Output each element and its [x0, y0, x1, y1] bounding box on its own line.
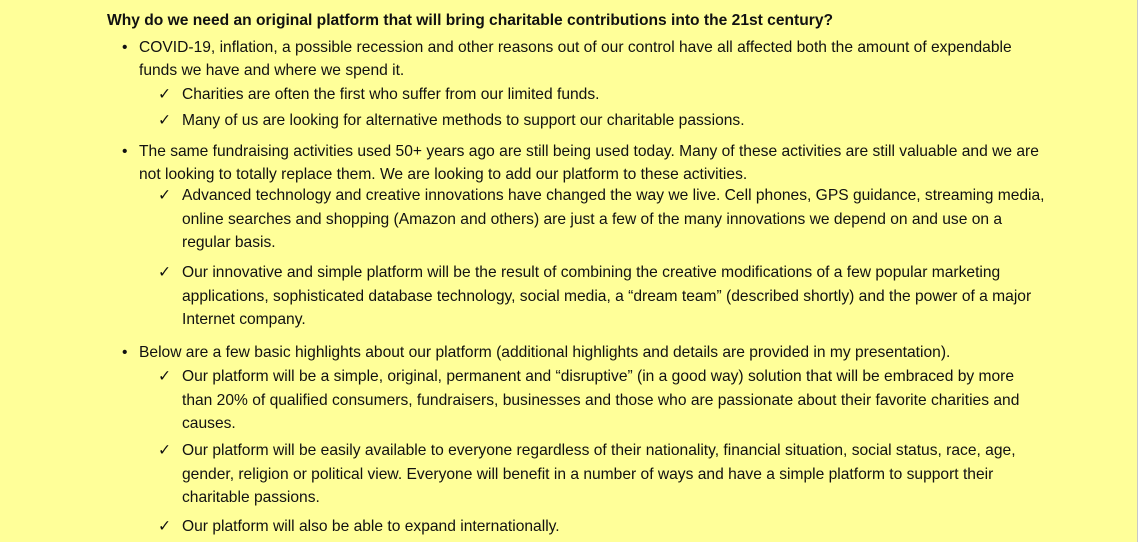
check-item	[158, 83, 1048, 107]
check-item	[158, 515, 1048, 539]
check-item	[158, 365, 1048, 436]
check-item	[158, 184, 1048, 255]
check-text: Our platform will be easily available to everyone regardless of their nationality, financial situation, social status, race, age, gender, religion or political view. Everyone will benefit in a number of ways and have a simple platform to support their charitable passions.	[182, 442, 1016, 506]
bullet-text: Below are a few basic highlights about our platform (additional highlights and details are provided in my presentation).	[139, 344, 951, 361]
checkmark-icon: ✓	[158, 86, 172, 103]
bullet-text: The same fundraising activities used 50+ years ago are still being used today. Many of these activities are still valuable and we are not looking to totally replace them. We are looking to add our platform to these activities.	[139, 143, 1039, 183]
check-item	[158, 261, 1048, 332]
bullet-text: COVID-19, inflation, a possible recession and other reasons out of our control have all affected both the amount of expendable funds we have and where we spend it.	[139, 39, 1012, 79]
checkmark-icon: ✓	[158, 368, 172, 385]
checkmark-icon: ✓	[158, 518, 172, 535]
check-text: Charities are often the first who suffer from our limited funds.	[182, 86, 600, 103]
check-item	[158, 109, 1048, 133]
check-text: Our platform will also be able to expand internationally.	[182, 518, 560, 535]
check-text: Many of us are looking for alternative methods to support our charitable passions.	[182, 112, 745, 129]
bullet-item	[122, 141, 1052, 186]
check-text: Our innovative and simple platform will be the result of combining the creative modifications of a few popular marketing applications, sophisticated database technology, social media, a “dream team” (described shortly) and the power of a major Internet company.	[182, 264, 1032, 328]
checkmark-icon: ✓	[158, 187, 172, 204]
bullet-item	[122, 37, 1052, 82]
page-heading: Why do we need an original platform that will bring charitable contributions into the 21st century?	[107, 12, 834, 29]
check-text: Our platform will be a simple, original, permanent and “disruptive” (in a good way) solution that will be embraced by more than 20% of qualified consumers, fundraisers, businesses and those who are passionate about their favorite charities and causes.	[182, 368, 1020, 432]
bullet-icon: •	[122, 143, 128, 160]
bullet-item	[122, 342, 1052, 365]
check-item	[158, 439, 1048, 510]
checkmark-icon: ✓	[158, 264, 172, 281]
checkmark-icon: ✓	[158, 442, 172, 459]
check-text: Advanced technology and creative innovations have changed the way we live. Cell phones, GPS guidance, streaming media, online searches and shopping (Amazon and others) are just a few of the many innovations we depend on and use on a regular basis.	[182, 187, 1045, 251]
checkmark-icon: ✓	[158, 112, 172, 129]
bullet-icon: •	[122, 39, 128, 56]
bullet-icon: •	[122, 344, 128, 361]
